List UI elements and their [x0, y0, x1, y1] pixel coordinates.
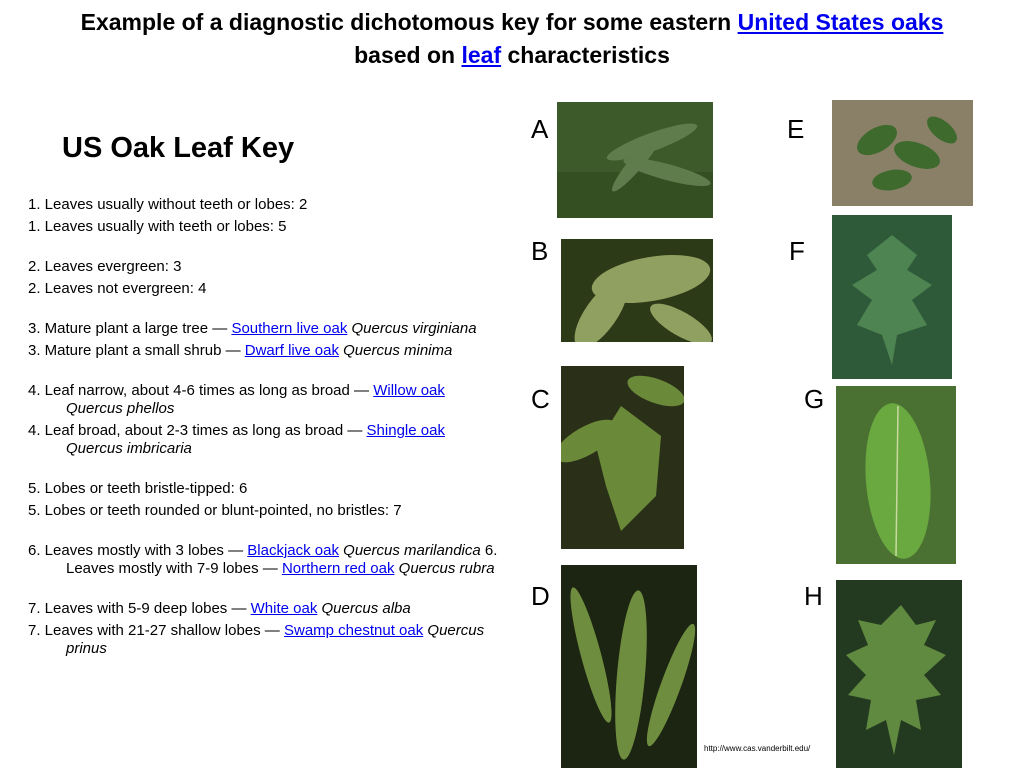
leaf-photo-h [836, 580, 962, 768]
key-3a-text: 3. Mature plant a large tree — [28, 320, 232, 337]
northern-red-oak-link[interactable]: Northern red oak [281, 560, 395, 577]
blackjack-oak-link[interactable]: Blackjack oak [247, 542, 339, 559]
species-name: Quercus virginiana [351, 320, 477, 337]
key-line-1b: 1. Leaves usually with teeth or lobes: 5 [28, 218, 287, 235]
key-line-1a: 1. Leaves usually without teeth or lobes: 2 [28, 196, 308, 213]
leaf-photo-b [561, 239, 713, 342]
swamp-chestnut-oak-link[interactable]: Swamp chestnut oak [283, 622, 424, 639]
title-text-2: based on [354, 42, 462, 68]
willow-oak-link[interactable]: Willow oak [373, 382, 445, 399]
photo-label-b: B [531, 236, 549, 266]
key-7b-text: 7. Leaves with 21-27 shallow lobes — [28, 622, 284, 639]
photo-label-d: D [531, 581, 550, 611]
title-text-1: Example of a diagnostic dichotomous key for some eastern [80, 9, 738, 35]
key-line-7a [28, 600, 498, 618]
leaf-photo-c [561, 366, 684, 549]
key-line-2a: 2. Leaves evergreen: 3 [28, 258, 182, 275]
dwarf-live-oak-link[interactable]: Dwarf live oak [244, 342, 339, 359]
key-line-6 [28, 542, 498, 578]
key-line-3a [28, 320, 498, 338]
page-title [60, 6, 964, 72]
species-name: Quercus prinus [66, 622, 485, 657]
key-3b-text: 3. Mature plant a small shrub — [28, 342, 245, 359]
photo-label-e: E [787, 114, 805, 144]
key-4a-text: 4. Leaf narrow, about 4-6 times as long as broad — [28, 382, 374, 399]
species-name: Quercus rubra [398, 560, 495, 577]
key-line-7b [28, 622, 498, 658]
key-4b-text: 4. Leaf broad, about 2-3 times as long as broad — [28, 422, 367, 439]
leaf-photo-a-image [557, 102, 713, 218]
image-credit: http://www.cas.vanderbilt.edu/ [704, 744, 811, 753]
leaf-photo-e [832, 100, 973, 206]
white-oak-link[interactable]: White oak [250, 600, 318, 617]
key-line-4b [28, 422, 498, 458]
photo-label-f: F [789, 236, 805, 266]
key-line-5b: 5. Lobes or teeth rounded or blunt-pointed, no bristles: 7 [28, 502, 402, 519]
leaf-photo-h-image [836, 580, 962, 768]
leaf-photo-f-image [832, 215, 952, 379]
key-line-4a [28, 382, 498, 418]
photo-label-c: C [531, 384, 550, 414]
species-name: Quercus phellos [66, 400, 175, 417]
species-name: Quercus marilandica [343, 542, 481, 559]
species-name: Quercus minima [343, 342, 453, 359]
oak-key-list [28, 196, 498, 662]
shingle-oak-link[interactable]: Shingle oak [366, 422, 445, 439]
southern-live-oak-link[interactable]: Southern live oak [231, 320, 348, 337]
leaf-photo-c-image [561, 366, 684, 549]
key-heading: US Oak Leaf Key [62, 132, 295, 164]
united-states-oaks-link[interactable]: United States oaks [737, 9, 944, 35]
key-line-3b [28, 342, 498, 360]
photo-label-g: G [804, 384, 825, 414]
key-6-text-2: 6. Leaves mostly with 7-9 lobes — [66, 542, 498, 577]
photo-label-h: H [804, 581, 823, 611]
leaf-photo-d-image [561, 565, 697, 768]
key-6-text: 6. Leaves mostly with 3 lobes — [28, 542, 248, 559]
leaf-photo-b-image [561, 239, 713, 342]
key-7a-text: 7. Leaves with 5-9 deep lobes — [28, 600, 251, 617]
photo-label-a: A [531, 114, 549, 144]
leaf-link[interactable]: leaf [461, 42, 502, 68]
key-line-5a: 5. Lobes or teeth bristle-tipped: 6 [28, 480, 248, 497]
leaf-photo-g-image [836, 386, 956, 564]
leaf-photo-d [561, 565, 697, 768]
species-name: Quercus imbricaria [66, 440, 192, 457]
title-text-3: characteristics [501, 42, 670, 68]
leaf-photo-f [832, 215, 952, 379]
leaf-photo-g [836, 386, 956, 564]
leaf-photo-e-image [832, 100, 973, 206]
leaf-photo-a [557, 102, 713, 218]
species-name: Quercus alba [321, 600, 411, 617]
key-line-2b: 2. Leaves not evergreen: 4 [28, 280, 207, 297]
